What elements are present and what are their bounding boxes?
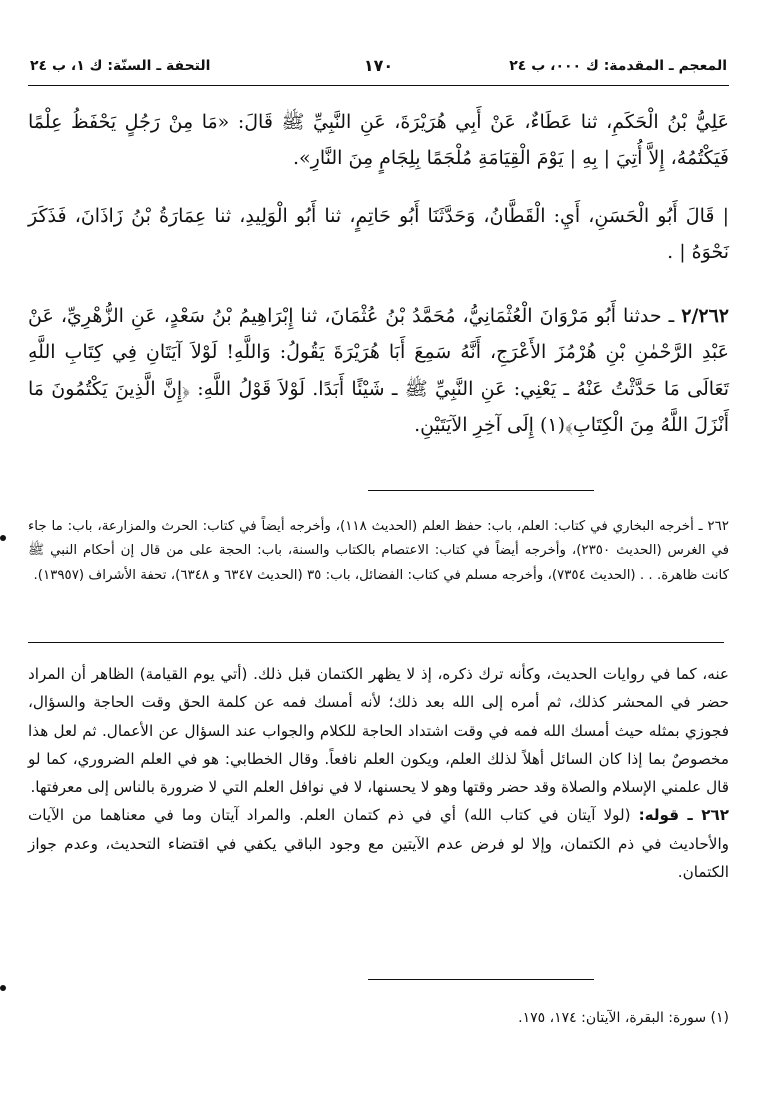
scan-mark [0, 535, 6, 541]
header-left-reference: التحفة ـ السنّة: ك ١، ب ٢٤ [30, 58, 211, 74]
separator-rule [28, 642, 724, 643]
commentary-paragraph: (لولا آيتان في كتاب الله) أي في ذم كتمان العلم. والمراد آيتان وما في معناهما من الآيات والأحاديث في ذم الكتمان، وإلا لو فرض عدم الآيتين مع وجود الباقي يكفي في اقتضاء التحديث، وعدم جواز الكتمان. [28, 806, 729, 881]
commentary [28, 660, 729, 886]
hadith-text: عَلِيُّ بْنُ الْحَكَمِ، ثنا عَطَاءٌ، عَنْ أَبِي هُرَيْرَةَ، عَنِ النَّبِيِّ ﷺ قَالَ: «مَا مِنْ رَجُلٍ يَحْفَظُ عِلْمًا فَيَكْتُمُهُ، إِلاَّ أُتِيَ | بِهِ | يَوْمَ الْقِيَامَةِ مُلْجَمًا بِلِجَامٍ مِنَ النَّارِ». [28, 111, 729, 170]
scan-mark [0, 985, 6, 991]
commentary-paragraph: عنه، كما في روايات الحديث، وكأنه ترك ذكره، إذ لا يظهر الكتمان قبل ذلك. (أتي يوم القيامة) الظاهر أن المراد حضر في المحشر كذلك، ثم أمره إلى الله بعد ذلك؛ لأنه أمسك فمه عن كلمة الحق وقت الحاجة والسؤال، فجوزي بمثله حيث أمسك الله فمه في وقت اشتداد الحاجة للكلام والجواب عند السؤال عن الأعمال. ثم لعل هذا مخصوصٌ بما إذا كان السائل أهلاً لذلك العلم، ويكون العلم نافعاً. وقال الخطابي: هو في العلم الضروري، كما لو قال علمني الإسلام والصلاة وقد حضر وقتها وهو لا يحسنها، لا في نوافل العلم التي لا ضرورة بالناس إلى معرفتها. [28, 665, 729, 797]
narration-addition: | قَالَ أَبُو الْحَسَنِ، أَيِ: الْقَطَّانُ، وَحَدَّثَنَا أَبُو حَاتِمٍ، ثنا أَبُو الْوَلِيدِ، ثنا عِمَارَةُ بْنُ زَاذَانَ، فَذَكَرَ نَحْوَهُ | . [28, 205, 729, 264]
header-rule [28, 85, 729, 86]
running-header [30, 52, 727, 82]
takhrij-note: ٢٦٢ ـ أخرجه البخاري في كتاب: العلم، باب: حفظ العلم (الحديث ١١٨)، وأخرجه أيضاً في كتاب: الحرث والمزارعة، باب: ما جاء في الغرس (الحديث ٢٣٥٠)، وأخرجه أيضاً في كتاب: الاعتصام بالكتاب والسنة، باب: الحجة على من قال إن أحكام النبي ﷺ كانت ظاهرة. . . (الحديث ٧٣٥٤)، وأخرجه مسلم في كتاب: الفضائل، باب: ٣٥ (الحديث ٦٣٤٧ و ٦٣٤٨)، تحفة الأشراف (١٣٩٥٧). [28, 519, 729, 583]
hadith-number: ٢/٢٦٢ [681, 305, 729, 327]
commentary-lead: ٢٦٢ ـ قوله: [638, 806, 729, 825]
hadith-text-block-1 [28, 104, 729, 177]
hadith-text-block-2 [28, 198, 729, 271]
hadith-text: ـ حدثنا أَبُو مَرْوَانَ الْعُثْمَانِيُّ، مُحَمَّدُ بْنُ عُثْمَانَ، ثنا إِبْرَاهِيمُ بْنُ سَعْدٍ، عَنِ الزُّهْرِيِّ، عَنْ عَبْدِ الرَّحْمٰنِ بْنِ هُرْمُزَ الأَعْرَجِ، أَنَّهُ سَمِعَ أَبَا هُرَيْرَةَ يَقُولُ: وَاللَّهِ! لَوْلاَ آيَتَانِ فِي كِتَابِ اللَّهِ تَعَالَى مَا حَدَّثْتُ عَنْهُ ـ يَعْنِي: عَنِ النَّبِيِّ ﷺ ـ شَيْئًا أَبَدًا. لَوْلاَ قَوْلُ اللَّهِ: ﴿إِنَّ الَّذِينَ يَكْتُمُونَ مَا أَنْزَلَ اللَّهُ مِنَ الْكِتَابِ﴾(١) إِلَى آخِرِ الآيَتَيْنِ. [28, 305, 729, 437]
footnote-rule [368, 979, 594, 980]
hadith-262 [28, 298, 729, 444]
header-right-reference: المعجم ـ المقدمة: ك ٠٠٠، ب ٢٤ [509, 58, 727, 74]
footnote: (١) سورة: البقرة، الآيتان: ١٧٤، ١٧٥. [518, 1010, 729, 1026]
separator-rule [368, 490, 594, 491]
page-number: ١٧٠ [363, 56, 394, 75]
